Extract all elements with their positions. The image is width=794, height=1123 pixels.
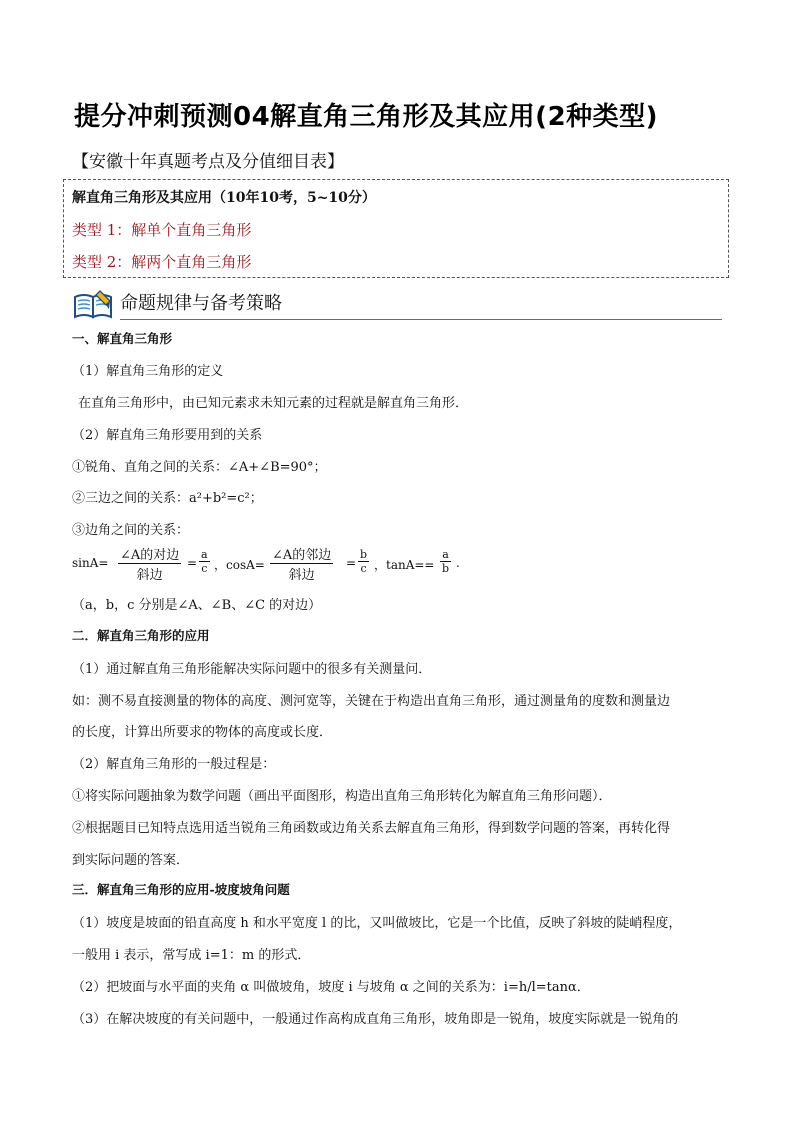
section2-p5b: 到实际问题的答案． <box>72 853 190 868</box>
section2-p2b: 的长度，计算出所要求的物体的高度或长度． <box>72 725 333 740</box>
tan-fraction <box>440 548 451 575</box>
b-over-c-numerator: b <box>360 548 368 561</box>
section2-heading: 二．解直角三角形的应用 <box>72 628 210 643</box>
section1-p2: 在直角三角形中，由已知元素求未知元素的过程就是解直角三角形． <box>78 396 469 411</box>
cos-lhs: ，cosA= <box>214 558 265 572</box>
summary-heading: 解直角三角形及其应用（10年10考，5~10分） <box>72 190 376 206</box>
tan-denominator: b <box>442 562 450 575</box>
tan-numerator: a <box>442 548 449 561</box>
type-2-label: 类型 2：解两个直角三角形 <box>72 253 252 271</box>
section2-p4: ①将实际问题抽象为数学问题（画出平面图形，构造出直角三角形转化为解直角三角形问题）． <box>72 789 612 804</box>
book-icon <box>72 288 114 320</box>
section3-p3: （3）在解决坡度的有关问题中，一般通过作高构成直角三角形，坡角即是一锐角，坡度实际就是一锐角的 <box>72 1012 679 1027</box>
sin-equals: = <box>187 556 198 570</box>
side-notation-note: （a，b，c 分别是∠A、∠B、∠C 的对边） <box>72 598 322 613</box>
cos-equals: = <box>346 556 357 570</box>
cos-fraction <box>270 544 333 583</box>
section3-p2: （2）把坡面与水平面的夹角 α 叫做坡角，坡度 i 与坡角 α 之间的关系为：i=h/l=tanα． <box>72 980 590 995</box>
section2-p2a: 如：测不易直接测量的物体的高度、测河宽等，关键在于构造出直角三角形，通过测量角的度数和测量边 <box>72 694 671 709</box>
cos-denominator: 斜边 <box>270 563 333 583</box>
banner-title: 命题规律与备考策略 <box>120 293 282 314</box>
a-over-c <box>199 548 210 575</box>
sin-denominator: 斜边 <box>118 563 181 583</box>
section2-p3: （2）解直角三角形的一般过程是： <box>72 757 276 772</box>
section1-p1: （1）解直角三角形的定义 <box>72 364 224 379</box>
type-1-label: 类型 1：解单个直角三角形 <box>72 221 252 239</box>
relation-angles: ①锐角、直角之间的关系：∠A+∠B=90°； <box>72 460 327 475</box>
cos-numerator: ∠A的邻边 <box>272 548 332 563</box>
section1-heading: 一、解直角三角形 <box>72 331 173 346</box>
relation-sides: ②三边之间的关系：a²+b²=c²； <box>72 491 263 506</box>
b-over-c <box>358 548 369 575</box>
section3-p1a: （1）坡度是坡面的铅直高度 h 和水平宽度 l 的比，又叫做坡比，它是一个比值，反映了斜坡的陡峭程度， <box>72 916 682 931</box>
banner-divider <box>120 319 722 320</box>
tan-lhs: ，tanA== <box>374 558 435 572</box>
sin-fraction <box>118 544 181 583</box>
a-over-c-numerator: a <box>201 548 208 561</box>
formula-end: . <box>456 556 460 570</box>
sin-numerator: ∠A的对边 <box>120 548 180 563</box>
section2-p5a: ②根据题目已知特点选用适当锐角三角函数或边角关系去解直角三角形，得到数学问题的答案，再转化得 <box>72 821 671 836</box>
sin-lhs: sinA= <box>72 556 109 570</box>
section2-p1: （1）通过解直角三角形能解决实际问题中的很多有关测量问． <box>72 662 432 677</box>
section3-p1b: 一般用 i 表示，常写成 i=1：m 的形式． <box>72 948 311 963</box>
section1-p3: （2）解直角三角形要用到的关系 <box>72 428 263 443</box>
a-over-c-denominator: c <box>199 561 210 575</box>
section3-heading: 三．解直角三角形的应用-坡度坡角问题 <box>72 882 290 897</box>
b-over-c-denominator: c <box>358 561 369 575</box>
page-subtitle: 【安徽十年真题考点及分值细目表】 <box>72 152 344 172</box>
page-title: 提分冲刺预测04解直角三角形及其应用(2种类型) <box>74 102 659 132</box>
relation-side-angle: ③边角之间的关系： <box>72 523 190 538</box>
